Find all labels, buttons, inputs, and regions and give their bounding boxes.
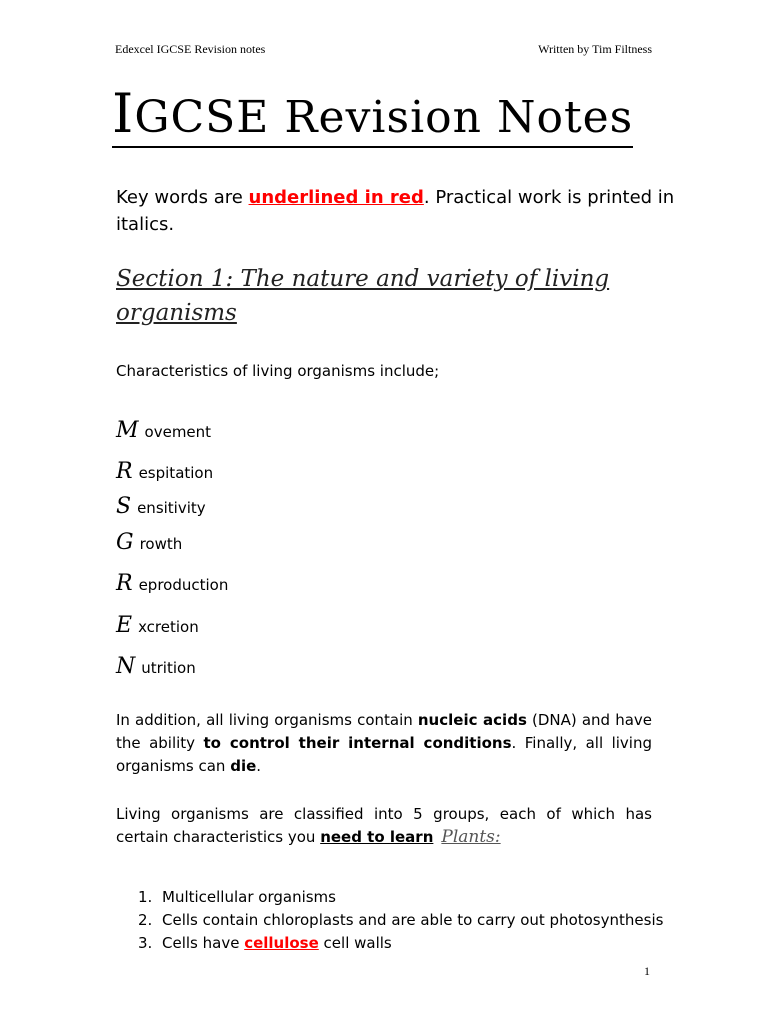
page-number: 1 (644, 964, 650, 978)
mrs-letter: E (116, 613, 133, 638)
mrs-rest: espitation (138, 464, 214, 482)
keyword-nucleic-acids: nucleic acids (417, 711, 527, 729)
list-item (138, 932, 698, 955)
list-number: 3. (138, 934, 153, 952)
characteristics-intro: Characteristics of living organisms include; (116, 362, 440, 380)
para1-text: In addition, all living organisms contain (116, 711, 418, 729)
list-number: 1. (138, 888, 153, 906)
para1-text: . Finally, all living organisms can (116, 734, 652, 775)
para1-text: . (256, 757, 262, 775)
section-heading: Section 1: The nature and variety of living organisms (116, 266, 610, 326)
page-title (112, 82, 634, 148)
mrs-letter: M (116, 418, 139, 443)
keyword-control-conditions: to control their internal conditions (203, 734, 512, 752)
intro-before: Key words are (116, 187, 249, 208)
plants-heading: Plants: (441, 827, 501, 847)
para1-text: (DNA) and have the ability (116, 711, 652, 752)
title-first-letter: I (112, 82, 135, 145)
list-text: Cells contain chloroplasts and are able to carry out photosynthesis (162, 911, 664, 929)
header-right: Written by Tim Filtness (538, 42, 652, 56)
intro-after: . Practical work is printed in italics. (116, 187, 675, 235)
list-text: cell walls (318, 934, 392, 952)
list-text: Multicellular organisms (162, 888, 336, 906)
keyword-die: die (230, 757, 257, 775)
plants-list (138, 886, 698, 955)
list-text: Cells have (162, 934, 245, 952)
mrs-letter: G (116, 530, 134, 555)
mrs-letter: R (116, 459, 133, 484)
mrs-item (116, 418, 211, 443)
mrs-rest: eproduction (138, 576, 229, 594)
para2-text: Living organisms are classified into 5 groups, each of which has certain characteristics you (116, 805, 652, 846)
list-item (138, 886, 698, 909)
mrs-rest: xcretion (138, 618, 199, 636)
mrs-item (116, 613, 199, 638)
mrs-letter: N (116, 654, 136, 679)
keyword-need-to-learn: need to learn (320, 828, 434, 846)
paragraph-classification (116, 803, 652, 849)
paragraph-nucleic-acids (116, 709, 652, 778)
mrs-rest: ensitivity (137, 499, 206, 517)
mrs-letter: R (116, 571, 133, 596)
intro-highlight: underlined in red (248, 187, 424, 208)
mrs-item (116, 530, 182, 555)
mrs-rest: rowth (139, 535, 183, 553)
mrs-letter: S (116, 494, 132, 519)
keyword-cellulose: cellulose (244, 934, 319, 952)
mrs-rest: utrition (141, 659, 196, 677)
mrs-rest: ovement (144, 423, 212, 441)
mrs-item (116, 571, 228, 596)
mrs-item (116, 459, 213, 484)
header-left: Edexcel IGCSE Revision notes (115, 42, 266, 56)
list-number: 2. (138, 911, 153, 929)
title-rest: GCSE Revision Notes (134, 92, 634, 143)
list-item (138, 909, 698, 932)
mrs-item (116, 654, 196, 679)
mrs-item (116, 494, 206, 519)
intro-text (116, 184, 706, 238)
